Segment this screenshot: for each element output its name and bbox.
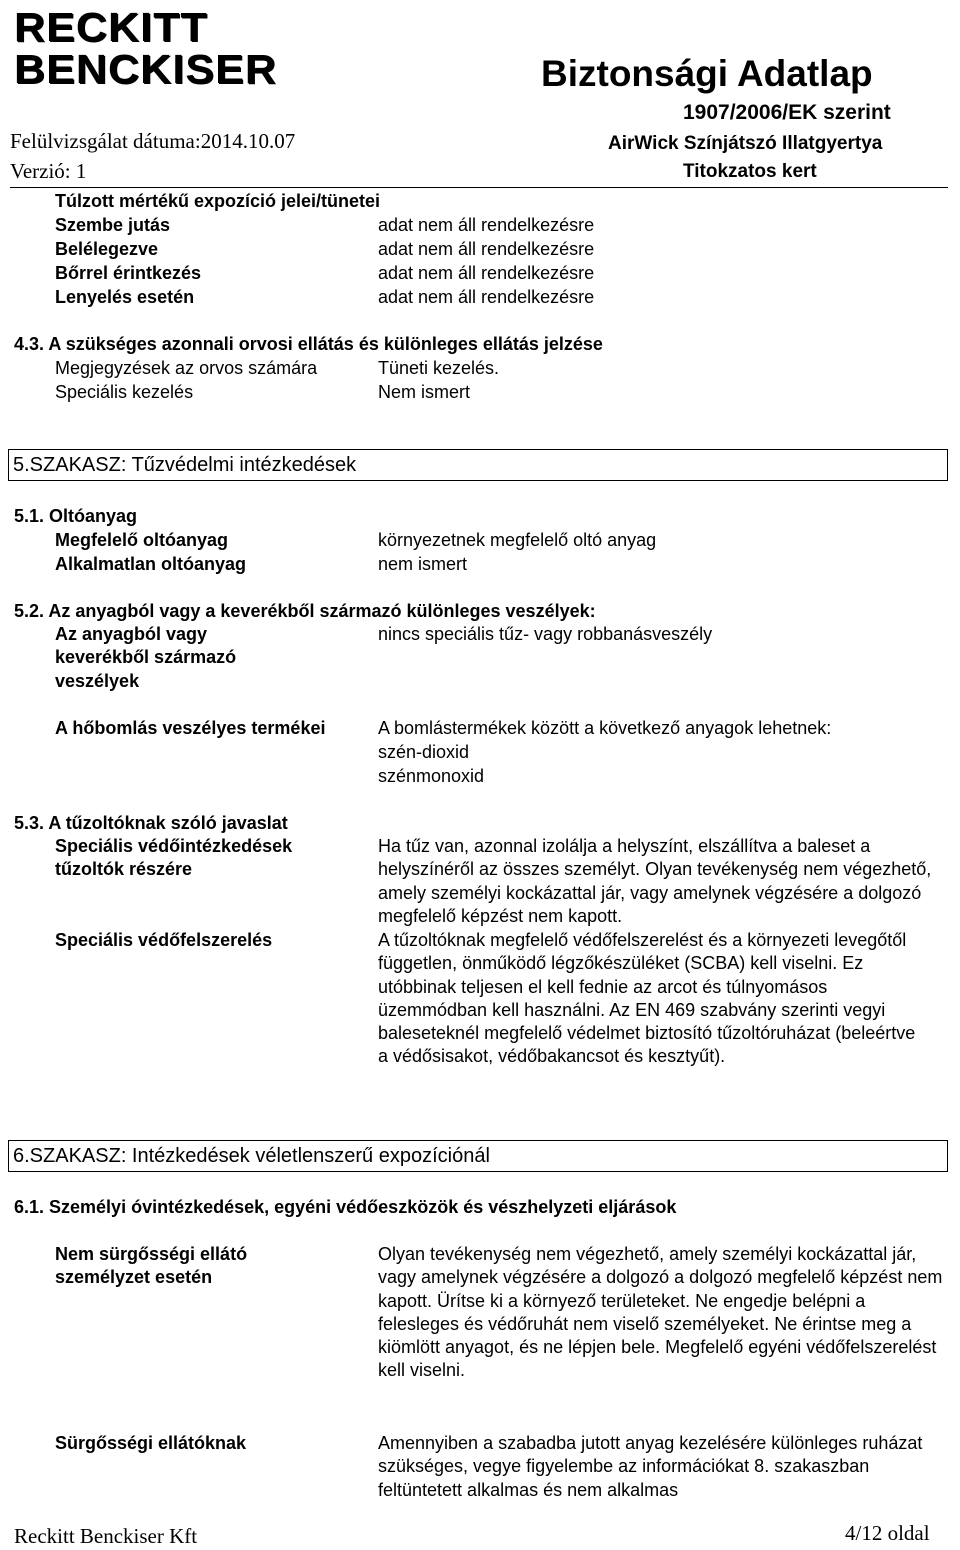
section-5-header bbox=[8, 449, 948, 481]
footer-page-number: 4/12 oldal bbox=[845, 1521, 930, 1545]
section-5-title: 5.SZAKASZ: Tűzvédelmi intézkedések bbox=[13, 454, 357, 476]
section-6-header bbox=[8, 1140, 948, 1172]
unsuitable-media-label: Alkalmatlan oltóanyag bbox=[55, 554, 247, 574]
logo-line-1: RECKITT bbox=[14, 4, 208, 50]
doctor-notes-label: Megjegyzések az orvos számára bbox=[55, 358, 318, 378]
firefighter-measures-label: Speciális védőintézkedések tűzoltók részére bbox=[55, 836, 293, 880]
protective-equipment-label: Speciális védőfelszerelés bbox=[55, 930, 273, 950]
hazards-label: Az anyagból vagy keverékből származó veszélyek bbox=[55, 624, 237, 691]
emergency-value: Amennyiben a szabadba jutott anyag kezelésére különleges ruházat szükséges, vegye figyelembe az információkat 8. szakaszban feltüntetett alkalmas és nem alkalmas bbox=[378, 1433, 923, 1500]
decomposition-value-2: szén-dioxid bbox=[378, 742, 470, 762]
decomposition-value-3: szénmonoxid bbox=[378, 766, 485, 786]
section-6-1-title: 6.1. Személyi óvintézkedések, egyéni védőeszközök és vészhelyzeti eljárások bbox=[14, 1197, 677, 1217]
non-emergency-label: Nem sürgősségi ellátó személyzet esetén bbox=[55, 1244, 248, 1288]
product-name: AirWick Színjátszó Illatgyertya bbox=[608, 133, 883, 154]
regulation-text: 1907/2006/EK szerint bbox=[683, 101, 891, 124]
unsuitable-media-value: nem ismert bbox=[378, 554, 468, 574]
company-logo bbox=[14, 4, 278, 92]
logo-line-2: BENCKISER bbox=[14, 46, 278, 92]
section-5-1-title: 5.1. Oltóanyag bbox=[14, 506, 138, 526]
emergency-label: Sürgősségi ellátóknak bbox=[55, 1433, 247, 1453]
decomposition-label: A hőbomlás veszélyes termékei bbox=[55, 718, 326, 738]
section-5-2-title: 5.2. Az anyagból vagy a keverékből származó különleges veszélyek: bbox=[14, 601, 596, 621]
section-5-3-title: 5.3. A tűzoltóknak szóló javaslat bbox=[14, 813, 288, 833]
header-divider bbox=[10, 187, 948, 188]
footer-company: Reckitt Benckiser Kft bbox=[14, 1524, 198, 1548]
suitable-media-label: Megfelelő oltóanyag bbox=[55, 530, 229, 550]
firefighter-measures-value: Ha tűz van, azonnal izolálja a helyszínt, elszállítva a baleset a helyszínéről az összes személyt. Olyan tevékenység nem végezhető, amely személyi kockázattal jár, vagy amelynek végzésére a dolgozó megfelelő képzést nem kapott. bbox=[378, 836, 932, 926]
special-treatment-value: Nem ismert bbox=[378, 382, 471, 402]
section-4-3-title: 4.3. A szükséges azonnali orvosi ellátás és különleges ellátás jelzése bbox=[14, 334, 603, 354]
product-variant: Titokzatos kert bbox=[683, 161, 817, 182]
hazards-value: nincs speciális tűz- vagy robbanásveszély bbox=[378, 624, 713, 644]
overexposure-value-ingestion: adat nem áll rendelkezésre bbox=[378, 287, 595, 307]
overexposure-value-inhalation: adat nem áll rendelkezésre bbox=[378, 239, 595, 259]
overexposure-label-ingestion: Lenyelés esetén bbox=[55, 287, 195, 307]
overexposure-label-skin: Bőrrel érintkezés bbox=[55, 263, 202, 283]
doctor-notes-value: Tüneti kezelés. bbox=[378, 358, 500, 378]
overexposure-value-skin: adat nem áll rendelkezésre bbox=[378, 263, 595, 283]
overexposure-value-eye: adat nem áll rendelkezésre bbox=[378, 215, 595, 235]
revision-date: Felülvizsgálat dátuma:2014.10.07 bbox=[10, 129, 296, 153]
special-treatment-label: Speciális kezelés bbox=[55, 382, 194, 402]
protective-equipment-value: A tűzoltóknak megfelelő védőfelszerelést és a környezeti levegőtől független, önműködő légzőkészüléket (SCBA) kell viselni. Ez utóbbinak teljesen el kell fednie az arcot és túlnyomásos üzemmódban kell használni. Az EN 469 szabvány szerinti vegyi baleseteknél megfelelő védelmet biztosító tűzoltóruházat (beleértve a védősisakot, védőbakancsot és kesztyűt). bbox=[378, 930, 916, 1067]
decomposition-value-1: A bomlástermékek között a következő anyagok lehetnek: bbox=[378, 718, 832, 738]
document-title: Biztonsági Adatlap bbox=[541, 53, 873, 94]
section-6-title: 6.SZAKASZ: Intézkedések véletlenszerű expozíciónál bbox=[13, 1145, 490, 1167]
overexposure-label-inhalation: Belélegezve bbox=[55, 239, 159, 259]
version-text: Verzió: 1 bbox=[10, 159, 87, 183]
suitable-media-value: környezetnek megfelelő oltó anyag bbox=[378, 530, 657, 550]
overexposure-label-eye: Szembe jutás bbox=[55, 215, 171, 235]
overexposure-title: Túlzott mértékű expozíció jelei/tünetei bbox=[55, 191, 381, 211]
non-emergency-value: Olyan tevékenység nem végezhető, amely személyi kockázattal jár, vagy amelynek végzésére a dolgozó a dolgozó megfelelő képzést nem kapott. Ürítse ki a környező területeket. Ne engedje belépni a felesleges és védőruhát nem viselő személyeket. Ne érintse meg a kiömlött anyagot, és ne lépjen bele. Megfelelő egyéni védőfelszerelést kell viselni. bbox=[378, 1244, 943, 1381]
